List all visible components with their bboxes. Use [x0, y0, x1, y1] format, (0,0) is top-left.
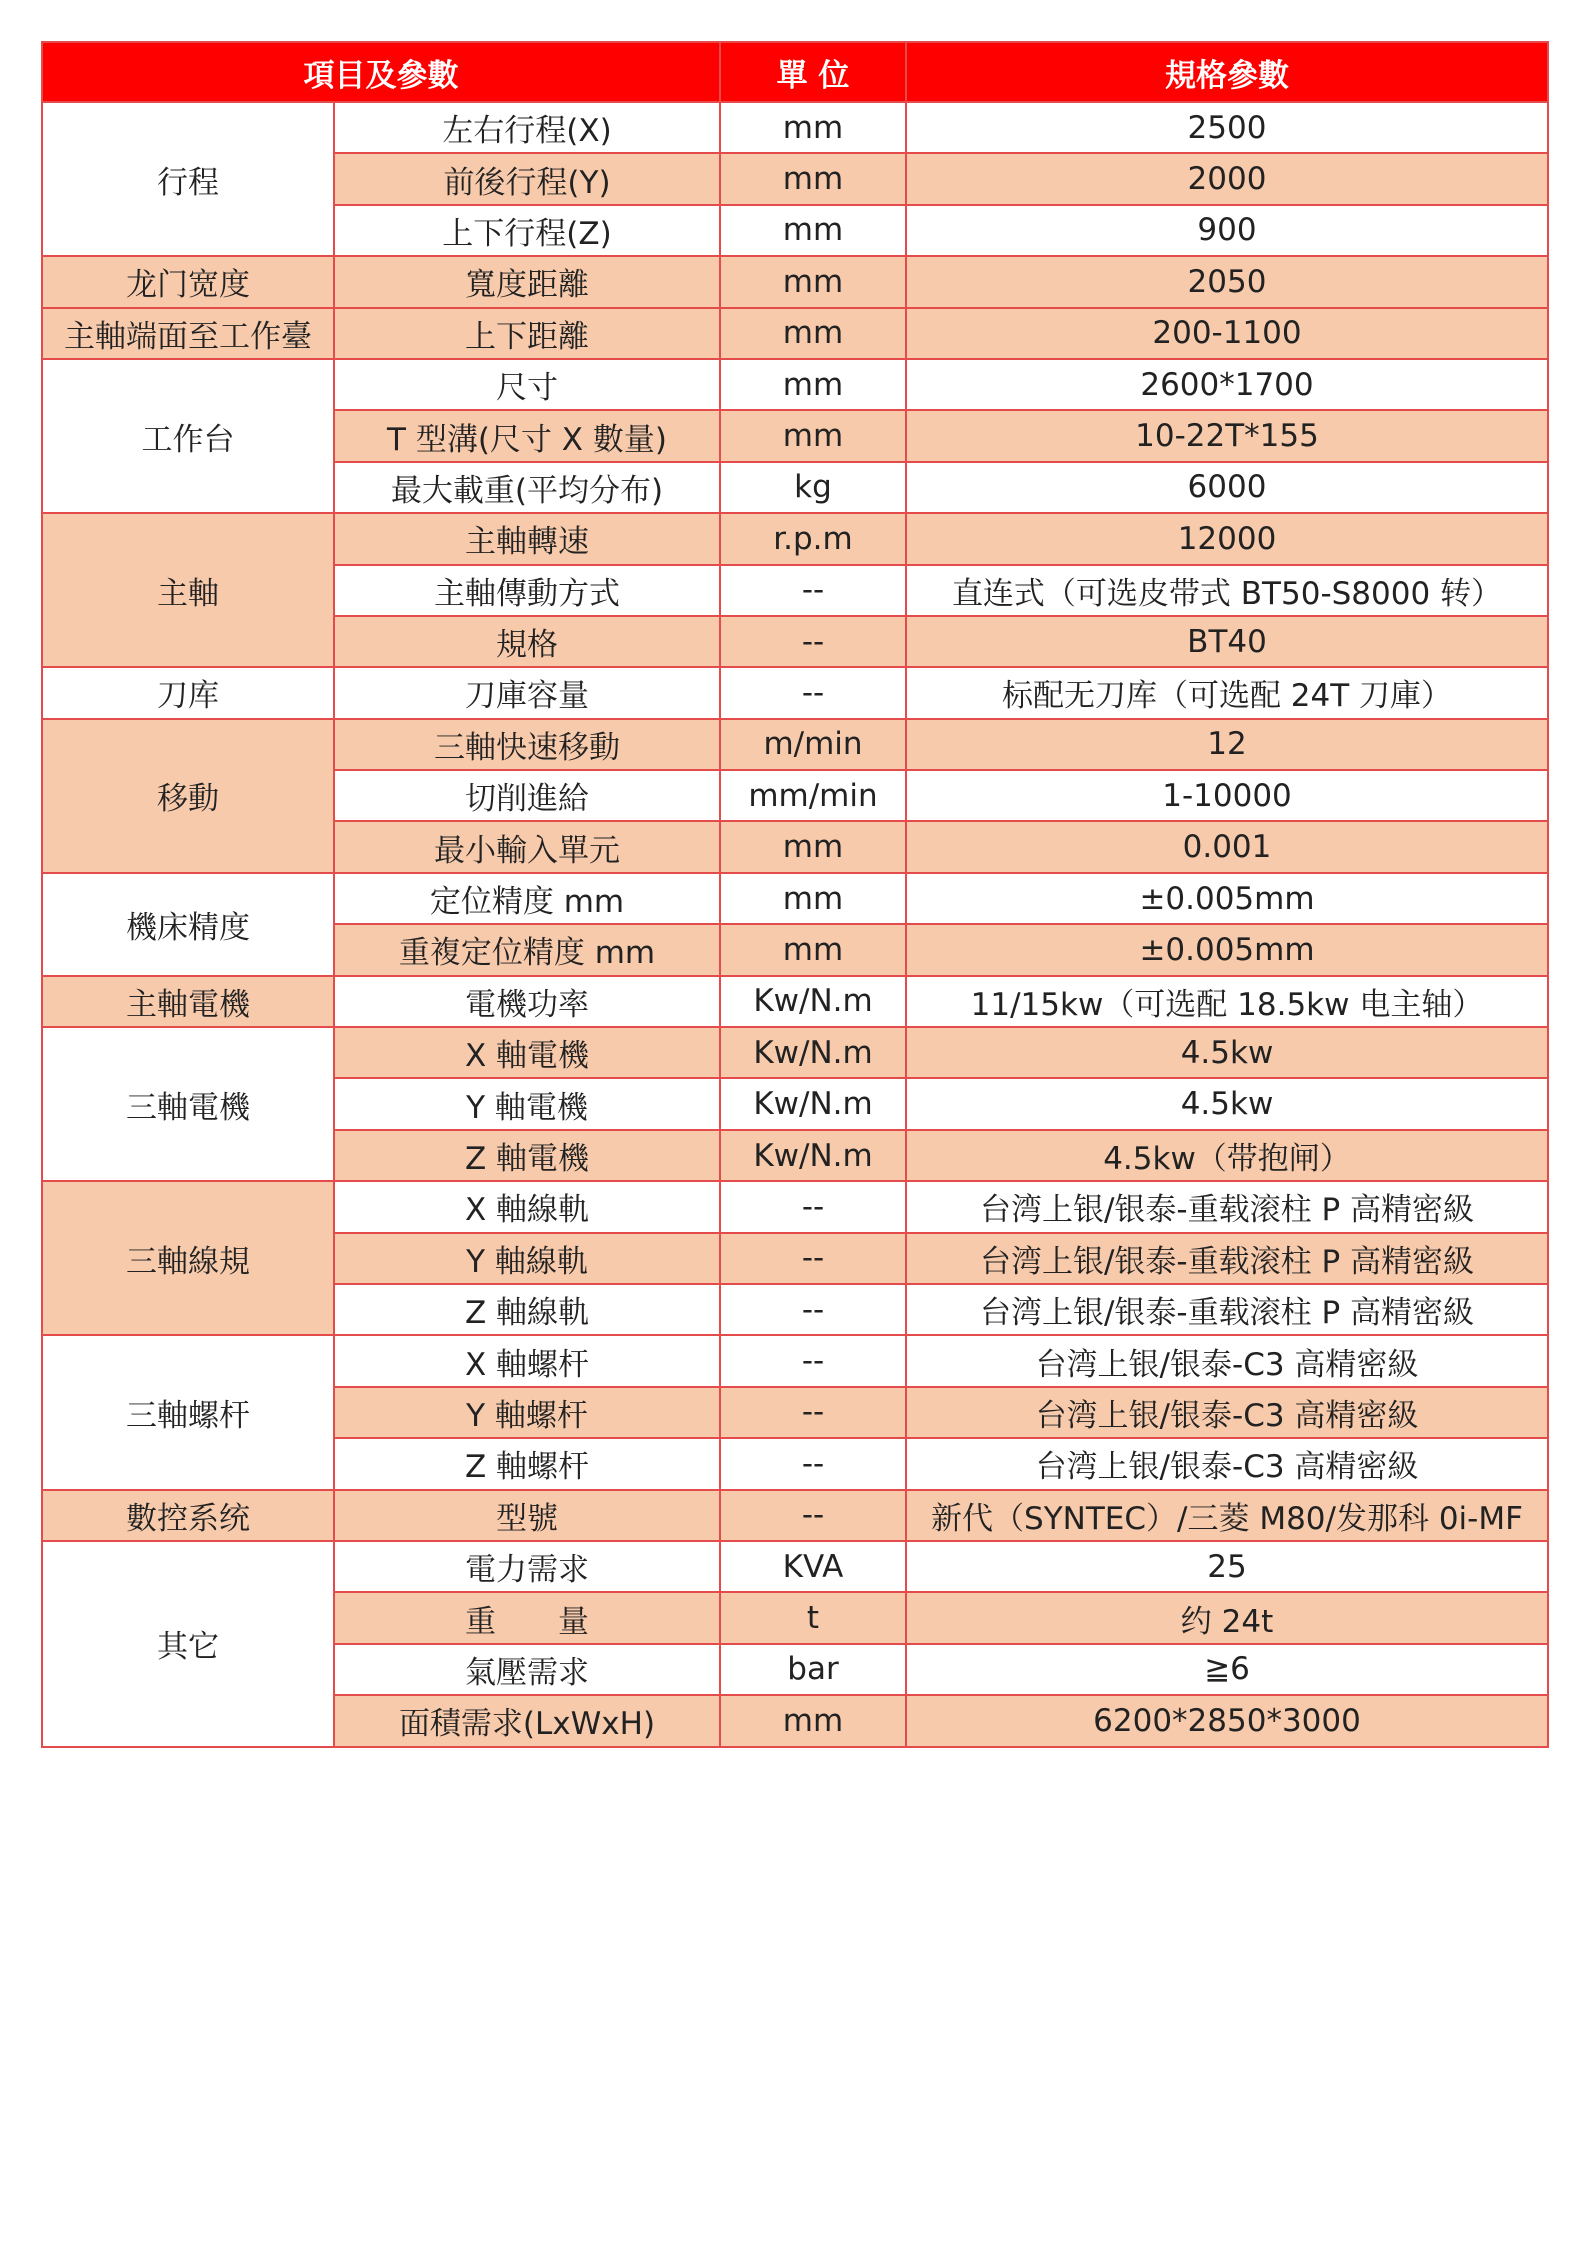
item-cell: 主軸轉速 [334, 513, 720, 564]
value-cell: 900 [906, 205, 1548, 256]
item-cell: Z 軸螺杆 [334, 1438, 720, 1489]
item-cell: Y 軸線軌 [334, 1233, 720, 1284]
group-label: 三軸線規 [42, 1181, 334, 1335]
value-cell: 台湾上银/银泰-C3 高精密級 [906, 1438, 1548, 1489]
table-row [42, 719, 1548, 770]
value-cell: 200-1100 [906, 308, 1548, 359]
unit-cell: -- [720, 1284, 906, 1335]
unit-cell: -- [720, 667, 906, 718]
unit-cell: mm/min [720, 770, 906, 821]
value-cell: 25 [906, 1541, 1548, 1592]
unit-cell: mm [720, 205, 906, 256]
header-row [42, 42, 1548, 102]
item-cell: 電力需求 [334, 1541, 720, 1592]
value-cell: 台湾上银/银泰-重载滚柱 P 高精密級 [906, 1181, 1548, 1232]
unit-cell: t [720, 1592, 906, 1643]
table-row [42, 308, 1548, 359]
unit-cell: KVA [720, 1541, 906, 1592]
table-row [42, 1335, 1548, 1386]
group-label: 主軸端面至工作臺 [42, 308, 334, 359]
unit-cell: mm [720, 873, 906, 924]
item-cell: 型號 [334, 1490, 720, 1541]
table-row [42, 1027, 1548, 1078]
group-label: 其它 [42, 1541, 334, 1747]
item-cell: 最大載重(平均分布) [334, 462, 720, 513]
group-label: 行程 [42, 102, 334, 256]
group-label: 刀库 [42, 667, 334, 718]
item-cell: 規格 [334, 616, 720, 667]
item-cell: Y 軸螺杆 [334, 1387, 720, 1438]
item-cell: 刀庫容量 [334, 667, 720, 718]
value-cell: 4.5kw [906, 1027, 1548, 1078]
unit-cell: -- [720, 1335, 906, 1386]
value-cell: 0.001 [906, 821, 1548, 872]
header-spec: 規格參數 [906, 42, 1548, 102]
item-cell: T 型溝(尺寸 X 數量) [334, 410, 720, 461]
group-label: 龙门宽度 [42, 256, 334, 307]
item-cell: 電機功率 [334, 976, 720, 1027]
value-cell: 4.5kw [906, 1078, 1548, 1129]
item-cell: 氣壓需求 [334, 1644, 720, 1695]
value-cell: ±0.005mm [906, 924, 1548, 975]
value-cell: 11/15kw（可选配 18.5kw 电主轴） [906, 976, 1548, 1027]
table-row [42, 1490, 1548, 1541]
item-cell: Z 軸電機 [334, 1130, 720, 1181]
group-label: 工作台 [42, 359, 334, 513]
group-label: 三軸螺杆 [42, 1335, 334, 1489]
unit-cell: mm [720, 308, 906, 359]
group-label: 三軸電機 [42, 1027, 334, 1181]
item-cell: Y 軸電機 [334, 1078, 720, 1129]
table-row [42, 256, 1548, 307]
unit-cell: -- [720, 1387, 906, 1438]
table-row [42, 976, 1548, 1027]
table-row [42, 873, 1548, 924]
value-cell: 台湾上银/银泰-重载滚柱 P 高精密級 [906, 1233, 1548, 1284]
item-cell: X 軸電機 [334, 1027, 720, 1078]
item-cell: 面積需求(LxWxH) [334, 1695, 720, 1746]
unit-cell: mm [720, 153, 906, 204]
value-cell: 直连式（可选皮带式 BT50-S8000 转） [906, 565, 1548, 616]
header-unit: 單 位 [720, 42, 906, 102]
value-cell: 约 24t [906, 1592, 1548, 1643]
value-cell: 6200*2850*3000 [906, 1695, 1548, 1746]
item-cell: Z 軸線軌 [334, 1284, 720, 1335]
value-cell: 12000 [906, 513, 1548, 564]
item-cell: X 軸線軌 [334, 1181, 720, 1232]
value-cell: 台湾上银/银泰-C3 高精密級 [906, 1387, 1548, 1438]
value-cell: BT40 [906, 616, 1548, 667]
value-cell: ±0.005mm [906, 873, 1548, 924]
item-cell: 重 量 [334, 1592, 720, 1643]
item-cell: 寬度距離 [334, 256, 720, 307]
item-cell: 三軸快速移動 [334, 719, 720, 770]
item-cell: 上下距離 [334, 308, 720, 359]
table-row [42, 102, 1548, 153]
value-cell: 台湾上银/银泰-C3 高精密級 [906, 1335, 1548, 1386]
unit-cell: mm [720, 924, 906, 975]
group-label: 主軸 [42, 513, 334, 667]
unit-cell: -- [720, 1181, 906, 1232]
unit-cell: Kw/N.m [720, 1027, 906, 1078]
item-cell: 尺寸 [334, 359, 720, 410]
item-cell: 切削進給 [334, 770, 720, 821]
unit-cell: m/min [720, 719, 906, 770]
value-cell: 2000 [906, 153, 1548, 204]
unit-cell: mm [720, 821, 906, 872]
table-row [42, 667, 1548, 718]
item-cell: 前後行程(Y) [334, 153, 720, 204]
unit-cell: r.p.m [720, 513, 906, 564]
item-cell: 定位精度 mm [334, 873, 720, 924]
unit-cell: mm [720, 256, 906, 307]
unit-cell: mm [720, 102, 906, 153]
unit-cell: -- [720, 1438, 906, 1489]
group-label: 數控系统 [42, 1490, 334, 1541]
unit-cell: Kw/N.m [720, 1130, 906, 1181]
unit-cell: kg [720, 462, 906, 513]
value-cell: 12 [906, 719, 1548, 770]
unit-cell: -- [720, 1233, 906, 1284]
unit-cell: mm [720, 1695, 906, 1746]
table-row [42, 1541, 1548, 1592]
table-row [42, 1181, 1548, 1232]
unit-cell: mm [720, 359, 906, 410]
group-label: 主軸電機 [42, 976, 334, 1027]
item-cell: X 軸螺杆 [334, 1335, 720, 1386]
unit-cell: bar [720, 1644, 906, 1695]
item-cell: 主軸傳動方式 [334, 565, 720, 616]
unit-cell: Kw/N.m [720, 1078, 906, 1129]
unit-cell: -- [720, 565, 906, 616]
spec-body [42, 102, 1548, 1747]
group-label: 機床精度 [42, 873, 334, 976]
item-cell: 最小輸入單元 [334, 821, 720, 872]
value-cell: 2600*1700 [906, 359, 1548, 410]
value-cell: 2500 [906, 102, 1548, 153]
unit-cell: -- [720, 1490, 906, 1541]
value-cell: 标配无刀库（可选配 24T 刀庫） [906, 667, 1548, 718]
unit-cell: mm [720, 410, 906, 461]
value-cell: 2050 [906, 256, 1548, 307]
value-cell: 6000 [906, 462, 1548, 513]
value-cell: 10-22T*155 [906, 410, 1548, 461]
spec-table [41, 41, 1549, 1748]
item-cell: 左右行程(X) [334, 102, 720, 153]
item-cell: 上下行程(Z) [334, 205, 720, 256]
value-cell: 台湾上银/银泰-重载滚柱 P 高精密級 [906, 1284, 1548, 1335]
item-cell: 重複定位精度 mm [334, 924, 720, 975]
value-cell: ≧6 [906, 1644, 1548, 1695]
value-cell: 新代（SYNTEC）/三菱 M80/发那科 0i-MF [906, 1490, 1548, 1541]
table-row [42, 513, 1548, 564]
value-cell: 4.5kw（带抱闸） [906, 1130, 1548, 1181]
header-item: 項目及參數 [42, 42, 720, 102]
group-label: 移動 [42, 719, 334, 873]
value-cell: 1-10000 [906, 770, 1548, 821]
unit-cell: -- [720, 616, 906, 667]
unit-cell: Kw/N.m [720, 976, 906, 1027]
table-row [42, 359, 1548, 410]
